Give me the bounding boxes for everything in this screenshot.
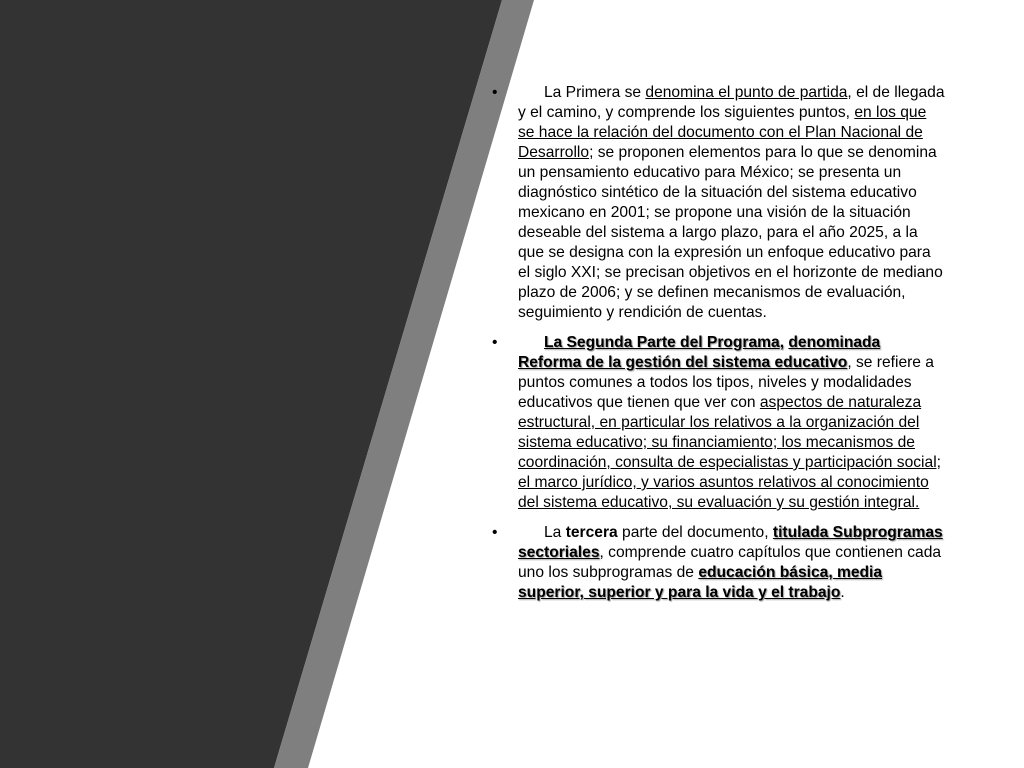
text-run-underlined: aspectos de naturaleza estructural, en particular los relativos a la organización del sistema educativo; su financiamiento; los mecanismos de coordinación, consulta de especialistas y participación social; el marco jurídico, y varios asuntos relativos al conocimiento del sistema educativo, su evaluación y su gestión integral. xyxy=(518,394,941,511)
bullet-marker: • xyxy=(492,524,498,541)
bullet-marker: • xyxy=(492,334,498,351)
slide-text-content xyxy=(492,83,946,613)
text-run: La Primera se xyxy=(544,84,646,101)
text-run-emphasis: denominada Reforma de la gestión del sistema educativo xyxy=(518,334,881,371)
text-run-emphasis: , xyxy=(779,334,789,351)
bullet-tercera-parte xyxy=(492,523,946,603)
text-run-emphasis: La Segunda Parte del Programa xyxy=(544,334,780,351)
text-run: , el de llegada y el camino, y comprende los siguientes puntos, xyxy=(518,84,945,121)
text-run: parte del documento, xyxy=(617,524,773,541)
text-run-underlined: denomina el punto de partida xyxy=(645,84,848,101)
text-run: , se refiere a puntos comunes a todos los tipos, niveles y modalidades educativos que tienen que ver con xyxy=(518,354,934,411)
dark-side-panel xyxy=(0,0,502,768)
text-run: , comprende cuatro capítulos que contienen cada uno los subprogramas de xyxy=(518,544,942,581)
text-run-emphasis: educación básica, media superior, superior y para la vida y el trabajo xyxy=(518,564,883,601)
text-run: . xyxy=(840,584,845,601)
text-run: ; se proponen elementos para lo que se denomina un pensamiento educativo para México; se presenta un diagnóstico sintético de la situación del sistema educativo mexicano en 2001; se propone una visión de la situación deseable del sistema a largo plazo, para el año 2025, a la que se designa con la expresión un enfoque educativo para el siglo XXI; se precisan objetivos en el horizonte de mediano plazo de 2006; y se definen mecanismos de evaluación, seguimiento y rendición de cuentas. xyxy=(518,144,943,321)
bullet-marker: • xyxy=(492,84,498,101)
text-run-bold: tercera xyxy=(565,524,618,541)
text-run-emphasis: titulada Subprogramas sectoriales xyxy=(518,524,943,561)
bullet-primera-parte xyxy=(492,83,946,323)
text-run-underlined: en los que se hace la relación del documento con el Plan Nacional de Desarrollo xyxy=(518,104,927,161)
text-run: La xyxy=(544,524,566,541)
bullet-segunda-parte xyxy=(492,333,946,513)
